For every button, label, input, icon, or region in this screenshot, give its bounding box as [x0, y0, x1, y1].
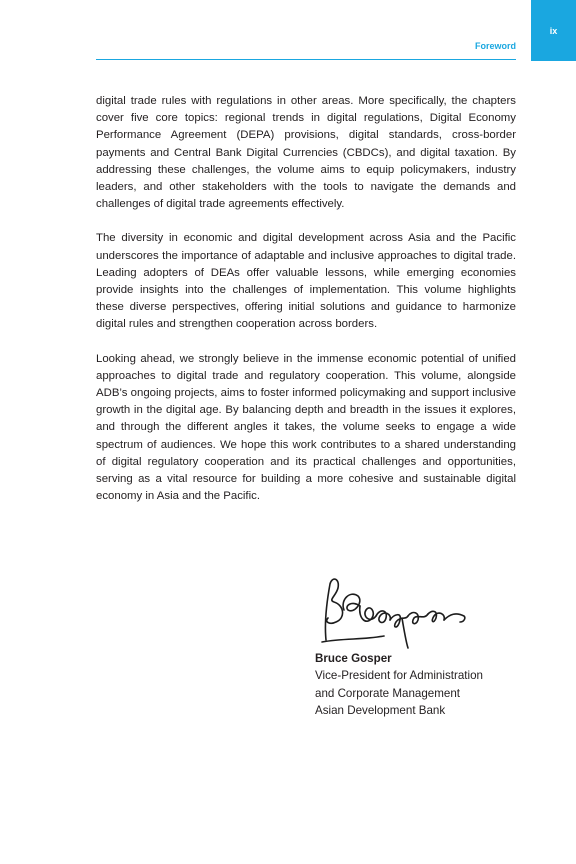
header-divider — [96, 59, 516, 60]
signatory-title-line-2: and Corporate Management — [315, 686, 461, 700]
paragraph-3: Looking ahead, we strongly believe in the immense economic potential of unified approaches to digital trade and regulatory cooperation. This volume, alongside ADB’s ongoing projects, aims to foster informed policymaking and support inclusive growth in the digital age. By balancing depth and breadth in the issues it explores, and through the different angles it takes, the volume seeks to engage a wide spectrum of audiences. We hope this work contributes to a shared understanding of digital regulatory cooperation and its practical challenges and opportunities, serving as a vital resource for building a more cohesive and sustainable digital economy in Asia and the Pacific. — [96, 352, 516, 503]
signature-image — [314, 570, 474, 650]
page-number: ix — [549, 25, 558, 36]
paragraph-1: digital trade rules with regulations in other areas. More specifically, the chapters cover five core topics: regional trends in digital regulations, Digital Economy Performance Agreement (DEPA) provisions, digital standards, cross-border payments and Central Bank Digital Currencies (CBDCs), and digital taxation. By addressing these challenges, the volume aims to equip policymakers, industry leaders, and other stakeholders with the tools to navigate the demands and challenges of digital trade agreements effectively. — [96, 95, 516, 211]
signatory-name: Bruce Gosper — [315, 652, 392, 665]
signature-block — [315, 650, 535, 720]
paragraph-2: The diversity in economic and digital development across Asia and the Pacific underscores the importance of adaptable and inclusive approaches to digital trade. Leading adopters of DEAs offer valuable lessons, while emerging economies provide insights into the challenges of implementation. This volume highlights these diverse perspectives, offering initial solutions and guidance to harmonize digital rules and strengthen cooperation across borders. — [96, 232, 516, 331]
foreword-body — [96, 93, 516, 522]
signatory-organization: Asian Development Bank — [315, 704, 446, 718]
section-header-label: Foreword — [474, 41, 516, 51]
signatory-title-line-1: Vice-President for Administration — [315, 669, 483, 683]
page-number-tab — [531, 0, 576, 61]
